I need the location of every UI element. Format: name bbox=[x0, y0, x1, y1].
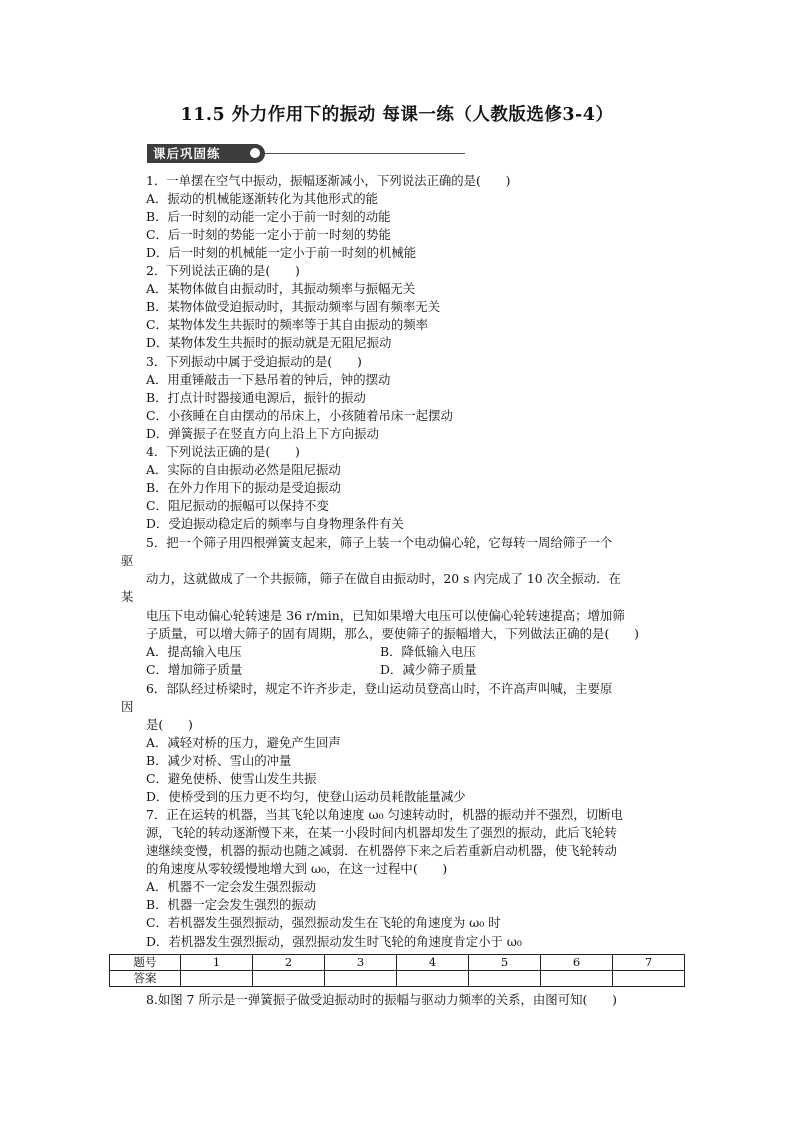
question-2-option-a: A．某物体做自由振动时，其振动频率与振幅无关 bbox=[146, 281, 416, 296]
answer-table bbox=[109, 954, 685, 987]
question-number-cell: 7 bbox=[613, 955, 685, 971]
question-6-stem-line: 6．部队经过桥梁时，规定不许齐步走，登山运动员登高山时，不许高声叫喊，主要原 bbox=[146, 681, 613, 696]
question-2-option-c: C．某物体发生共振时的频率等于其自由振动的频率 bbox=[146, 317, 429, 332]
question-number-cell: 3 bbox=[325, 955, 397, 971]
question-5-stem-line: 动力，这就做成了一个共振筛，筛子在做自由振动时，20 s 内完成了 10 次全振动．在 bbox=[146, 571, 621, 586]
question-number-cell: 1 bbox=[181, 955, 253, 971]
question-7-stem-line: 速继续变慢，机器的振动也随之减弱．在机器停下来之后若重新启动机器，使飞轮转动 bbox=[146, 843, 617, 858]
answer-cell[interactable] bbox=[253, 971, 325, 987]
question-3-option-d: D．弹簧振子在竖直方向上沿上下方向振动 bbox=[146, 426, 379, 441]
question-number-cell: 5 bbox=[469, 955, 541, 971]
question-7-stem-line: 源，飞轮的转动逐渐慢下来，在某一小段时间内机器却发生了强烈的振动，此后飞轮转 bbox=[146, 825, 617, 840]
question-8-stem: 8.如图 7 所示是一弹簧振子做受迫振动时的振幅与驱动力频率的关系，由图可知( ) bbox=[146, 992, 617, 1007]
question-4-stem: 4．下列说法正确的是( ) bbox=[146, 444, 300, 459]
question-number-cell: 6 bbox=[541, 955, 613, 971]
question-7-option-b: B．机器一定会发生强烈的振动 bbox=[146, 897, 317, 912]
question-5-option-b: B．降低输入电压 bbox=[380, 644, 476, 659]
question-6-option-c: C．避免使桥、使雪山发生共振 bbox=[146, 771, 317, 786]
question-5-stem-line: 5．把一个筛子用四根弹簧支起来，筛子上装一个电动偏心轮，它每转一周给筛子一个 bbox=[146, 535, 613, 550]
question-1-option-b: B．后一时刻的动能一定小于前一时刻的动能 bbox=[146, 209, 391, 224]
question-2-stem: 2．下列说法正确的是( ) bbox=[146, 263, 300, 278]
question-3-option-a: A．用重锤敲击一下悬吊着的钟后，钟的摆动 bbox=[146, 372, 391, 387]
question-2-option-b: B．某物体做受迫振动时，其振动频率与固有频率无关 bbox=[146, 299, 441, 314]
table-header-cell: 题号 bbox=[110, 955, 181, 971]
answer-cell[interactable] bbox=[397, 971, 469, 987]
question-1-option-a: A．振动的机械能逐渐转化为其他形式的能 bbox=[146, 191, 378, 206]
question-6-stem-line: 是( ) bbox=[146, 717, 193, 732]
question-7-option-d: D．若机器发生强烈振动，强烈振动发生时飞轮的角速度肯定小于 ω₀ bbox=[146, 934, 522, 949]
section-dot-icon bbox=[250, 148, 260, 158]
table-header-cell: 答案 bbox=[110, 971, 181, 987]
question-5-option-a: A．提高输入电压 bbox=[146, 644, 242, 659]
question-3-stem: 3．下列振动中属于受迫振动的是( ) bbox=[146, 354, 362, 369]
question-3-option-b: B．打点计时器接通电源后，振针的振动 bbox=[146, 390, 366, 405]
page-title: 11.5 外力作用下的振动 每课一练（人教版选修3-4） bbox=[180, 105, 614, 125]
question-6-overflow-char: 因 bbox=[121, 699, 134, 714]
question-7-option-c: C．若机器发生强烈振动，强烈振动发生在飞轮的角速度为 ω₀ 时 bbox=[146, 915, 501, 930]
table-row bbox=[110, 971, 685, 987]
question-5-option-c: C．增加筛子质量 bbox=[146, 662, 243, 677]
question-4-option-c: C．阻尼振动的振幅可以保持不变 bbox=[146, 498, 329, 513]
question-4-option-a: A．实际的自由振动必然是阻尼振动 bbox=[146, 462, 341, 477]
question-number-cell: 2 bbox=[253, 955, 325, 971]
question-4-option-b: B．在外力作用下的振动是受迫振动 bbox=[146, 480, 341, 495]
question-6-option-b: B．减少对桥、雪山的冲量 bbox=[146, 753, 292, 768]
answer-cell[interactable] bbox=[541, 971, 613, 987]
question-1-option-c: C．后一时刻的势能一定小于前一时刻的势能 bbox=[146, 227, 391, 242]
answer-cell[interactable] bbox=[325, 971, 397, 987]
question-7-option-a: A．机器不一定会发生强烈振动 bbox=[146, 879, 317, 894]
answer-cell[interactable] bbox=[613, 971, 685, 987]
question-1-option-d: D．后一时刻的机械能一定小于前一时刻的机械能 bbox=[146, 245, 417, 260]
question-2-option-d: D．某物体发生共振时的振动就是无阻尼振动 bbox=[146, 335, 392, 350]
question-4-option-d: D．受迫振动稳定后的频率与自身物理条件有关 bbox=[146, 516, 404, 531]
question-5-stem-line: 子质量，可以增大筛子的固有周期，那么，要使筛子的振幅增大，下列做法正确的是( ) bbox=[146, 626, 639, 641]
question-7-stem-line: 7．正在运转的机器，当其飞轮以角速度 ω₀ 匀速转动时，机器的振动并不强烈，切断电 bbox=[146, 807, 623, 822]
question-number-cell: 4 bbox=[397, 955, 469, 971]
question-5-overflow-char: 某 bbox=[121, 589, 134, 604]
question-6-option-d: D．使桥受到的压力更不均匀，使登山运动员耗散能量减少 bbox=[146, 789, 466, 804]
answer-cell[interactable] bbox=[469, 971, 541, 987]
question-1-stem: 1．一单摆在空气中振动，振幅逐渐减小，下列说法正确的是( ) bbox=[146, 173, 511, 188]
section-label: 课后巩固练 bbox=[147, 144, 265, 163]
question-5-option-d: D．减少筛子质量 bbox=[380, 662, 477, 677]
answer-cell[interactable] bbox=[181, 971, 253, 987]
table-row bbox=[110, 955, 685, 971]
question-6-option-a: A．减轻对桥的压力，避免产生回声 bbox=[146, 735, 341, 750]
question-5-stem-line: 电压下电动偏心轮转速是 36 r/min，已知如果增大电压可以使偏心轮转速提高；增加筛 bbox=[146, 608, 625, 623]
question-3-option-c: C．小孩睡在自由摆动的吊床上，小孩随着吊床一起摆动 bbox=[146, 408, 453, 423]
question-5-overflow-char: 驱 bbox=[121, 553, 134, 568]
question-7-stem-line: 的角速度从零较缓慢地增大到 ω₀，在这一过程中( ) bbox=[146, 861, 448, 876]
